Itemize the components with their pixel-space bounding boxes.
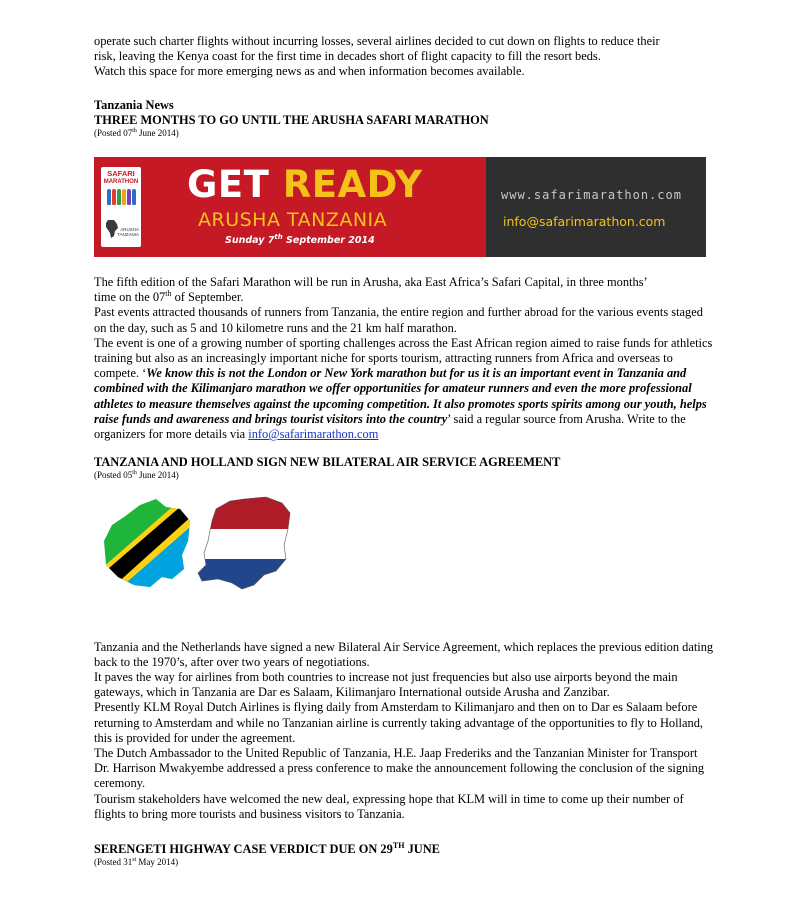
intro-paragraph (94, 34, 714, 80)
article-headline: TANZANIA AND HOLLAND SIGN NEW BILATERAL AIR SERVICE AGREEMENT (94, 455, 561, 470)
paragraph: Past events attracted thousands of runners from Tanzania, the entire region and further abroad for the various events staged on the day, such as 5 and 10 kilometre runs and the 21 km half marathon. (94, 305, 703, 335)
tanzania-netherlands-flag-maps (94, 495, 309, 613)
get-text: GET (187, 163, 270, 207)
article-body (94, 275, 714, 442)
article-body (94, 640, 714, 822)
article-headline: THREE MONTHS TO GO UNTIL THE ARUSHA SAFARI MARATHON (94, 112, 489, 127)
logo-text-marathon: MARATHON (103, 179, 139, 186)
intro-line: operate such charter flights without incurring losses, several airlines decided to cut down on flights to reduce their (94, 34, 660, 48)
logo-city-arusha: ARUSHA (120, 227, 139, 233)
runners-icon (101, 189, 141, 205)
email-link[interactable]: info@safarimarathon.com (248, 427, 379, 442)
paragraph: Presently KLM Royal Dutch Airlines is flying daily from Amsterdam to Kilimanjaro and then on to Dar es Salaam before returning to Amsterdam and while no Tanzanian airline is currently taking advantage of the opportunities to fly to Holland, this is provided for under the agreement. (94, 700, 703, 745)
paragraph: It paves the way for airlines from both countries to increase not just frequencies but also use airports beyond the main gateways, which in Tanzania are Dar es Salaam, Kilimanjaro International outside Arusha and Zanzibar. (94, 670, 678, 700)
document-page (94, 34, 714, 868)
logo-text-safari: SAFARI (107, 169, 135, 179)
logo-city-tanzania: TANZANIA (117, 232, 139, 238)
safari-marathon-logo (101, 167, 141, 247)
ready-text: READY (282, 163, 423, 207)
get-ready-title (187, 165, 423, 205)
tanzania-map-icon (94, 495, 204, 595)
posted-date: (Posted 07th June 2014) (94, 128, 179, 139)
banner-website: www.safarimarathon.com (501, 188, 682, 203)
section-label: Tanzania News (94, 97, 174, 112)
quote-text: We know this is not the London or New York marathon but for us it is an important event in Tanzania and combined with the Kilimanjaro marathon we offer opportunities for amateur runners and even the more professional athletes to measure themselves against the upcoming competition. It also promotes sports spirits among our youth, helps raise funds and awareness and brings tourist visitors into the country (94, 366, 707, 426)
marathon-banner (94, 157, 706, 257)
banner-location: ARUSHA TANZANIA (198, 209, 388, 232)
paragraph: Tanzania and the Netherlands have signed a new Bilateral Air Service Agreement, which replaces the previous edition dating back to the 1970’s, after over two years of negotiations. (94, 639, 714, 669)
banner-email: info@safarimarathon.com (503, 214, 666, 230)
paragraph: Tourism stakeholders have welcomed the new deal, expressing hope that KLM will in time to come up their number of flights to bring more tourists and business visitors to Tanzania. (94, 791, 684, 821)
posted-date: (Posted 31st May 2014) (94, 857, 179, 868)
posted-date: (Posted 05th June 2014) (94, 470, 179, 481)
intro-line: risk, leaving the Kenya coast for the first time in decades short of flight capacity to fill the resort beds. (94, 49, 601, 64)
paragraph: The Dutch Ambassador to the United Republic of Tanzania, H.E. Jaap Frederiks and the Tanzanian Minister for Transport Dr. Harrison Mwakyembe addressed a press conference to make the announcement following the conclusion of the signing ceremony. (94, 746, 705, 791)
banner-date: Sunday 7th September 2014 (225, 232, 375, 247)
article-headline: SERENGETI HIGHWAY CASE VERDICT DUE ON 29TH JUNE (94, 840, 440, 857)
paragraph: The event is one of a growing number of sporting challenges across the East African region aimed to raise funds for athletics training but also as an increasingly important niche for sports tourism, attracting runners from Africa and overseas to compete. ‘We know this is not the London or New York marathon but for us it is an important event in Tanzania and combined with the Kilimanjaro marathon we offer opportunities for amateur runners and even the more professional athletes to measure themselves against the upcoming competition. It also promotes sports spirits among our youth, helps raise funds and awareness and brings tourist visitors into the country’ said a regular source from Arusha. Write to the organizers for more details via info@safarimarathon.com (94, 335, 713, 442)
banner-dark-panel (486, 157, 706, 257)
banner-red-panel (94, 157, 486, 257)
intro-line: Watch this space for more emerging news as and when information becomes available. (94, 64, 525, 79)
netherlands-map-icon (194, 495, 294, 599)
paragraph: The fifth edition of the Safari Marathon will be run in Arusha, aka East Africa’s Safari Capital, in three months’ time on the 07th of September. (94, 275, 648, 305)
